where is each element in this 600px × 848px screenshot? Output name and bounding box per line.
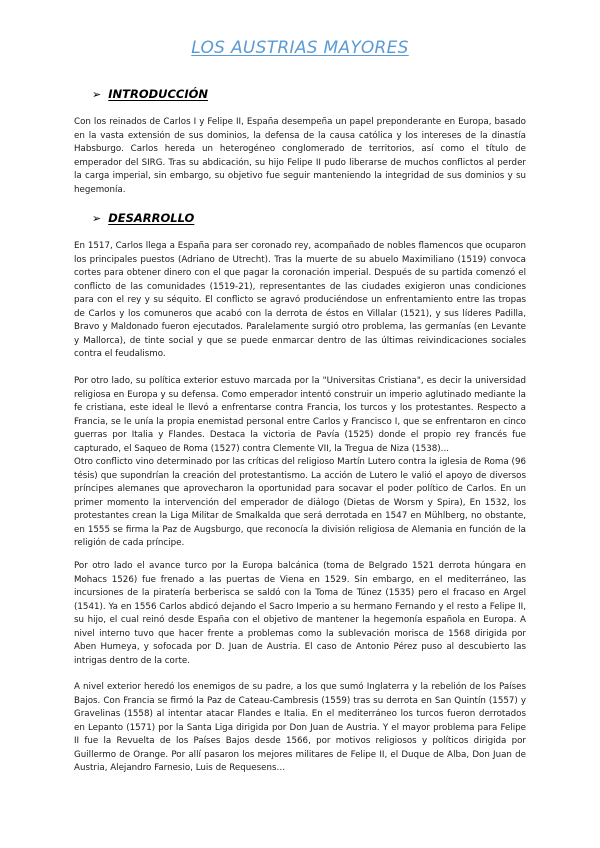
section-heading-label: INTRODUCCIÓN: [108, 87, 209, 101]
paragraph-desarrollo-1: En 1517, Carlos llega a España para ser coronado rey, acompañado de nobles flamencos que ocuparon los principales puestos (Adriano de Utrecht). Tras la muerte de su abuelo Maximiliano (1519) convoca cortes para obtener dinero con el que pagar la coronación imperial. Después de su partida comenzó el conflicto de las comunidades (1519-21), representantes de las ciudades exigieron unas condiciones para con el rey y su séquito. El conflicto se agravó produciéndose un enfrentamiento entre las tropas de Carlos y los comuneros que acabó con la derrota de éstos en Villalar (1521), y sus líderes Padilla, Bravo y Maldonado fueron ejecutados. Paralelamente surgió otro problema, las germanías (en Levante y Mallorca), de tinte social y que se puede enmarcar dentro de las últimas reivindicaciones sociales contra el feudalismo.: [74, 241, 526, 359]
section-heading-desarrollo: [92, 210, 194, 226]
section-heading-introduccion: [92, 86, 208, 102]
document-title: LOS AUSTRIAS MAYORES: [191, 38, 409, 58]
paragraph-desarrollo-5: A nivel exterior heredó los enemigos de su padre, a los que sumó Inglaterra y la rebelión de los Países Bajos. Con Francia se firmó la Paz de Cateau-Cambresis (1559) tras su derrota en San Quintín (1557) y Gravelinas (1558) al intentar atacar Flandes e Italia. En el mediterráneo los turcos fueron derrotados en Lepanto (1571) por la Santa Liga dirigida por Don Juan de Austria. Y el mayor problema para Felipe II fue la Revuelta de los Países Bajos desde 1566, por motivos religiosos y políticos dirigida por Guillermo de Orange. Por allí pasaron los mejores militares de Felipe II, el Duque de Alba, Don Juan de Austria, Alejandro Farnesio, Luis de Requesens…: [74, 682, 526, 773]
paragraph-desarrollo-2: Por otro lado, su política exterior estuvo marcada por la "Universitas Cristiana", es decir la universidad religiosa en Europa y su defensa. Como emperador intentó construir un imperio aglutinado mediante la fe cristiana, este ideal le llevó a enfrentarse contra Francia, los turcos y los protestantes. Respecto a Francia, se le unía la propia enemistad personal entre Carlos y Francisco I, que se enfrentaron en cinco guerras por Italia y Flandes. Destaca la victoria de Pavía (1525) donde el propio rey francés fue capturado, el Saqueo de Roma (1527) contra Clemente VII, la Tregua de Niza (1538)...: [74, 376, 526, 454]
paragraph-desarrollo-3: Otro conflicto vino determinado por las críticas del religioso Martín Lutero contra la iglesia de Roma (96 tésis) que supondrían la creación del protestantismo. La acción de Lutero le valió el apoyo de diversos príncipes alemanes que aprovecharon la oportunidad para socavar el poder político de Carlos. En un primer momento la intervención del emperador de diálogo (Dietas de Worsm y Spira), En 1532, los protestantes crean la Liga Militar de Smalkalda que será derrotada en 1547 en Mühlberg, no obstante, en 1555 se firma la Paz de Augsburgo, que reconocía la división religiosa de Alemania en función de la religión de cada príncipe.: [74, 457, 526, 548]
section-heading-label: DESARROLLO: [108, 211, 195, 225]
arrow-bullet-icon: ➢: [92, 87, 102, 101]
paragraph-desarrollo-4: Por otro lado el avance turco por la Europa balcánica (toma de Belgrado 1521 derrota húngara en Mohacs 1526) fue frenado a las puertas de Viena en 1529. Sin embargo, en el mediterráneo, las incursiones de la piratería berberisca se saldó con la Toma de Túnez (1535) pero el fracaso en Argel (1541). Ya en 1556 Carlos abdicó dejando el Sacro Imperio a su hermano Fernando y el resto a Felipe II, su hijo, el cual reinó desde España con el objetivo de mantener la hegemonía española en Europa. A nivel interno tuvo que hacer frente a problemas como la sublevación morisca de 1568 dirigida por Aben Humeya, y sofocada por D. Juan de Austria. El caso de Antonio Pérez puso al descubierto las intrigas dentro de la corte.: [74, 561, 526, 666]
paragraph-introduccion: Con los reinados de Carlos I y Felipe II, España desempeña un papel preponderante en Europa, basado en la vasta extensión de sus dominios, la defensa de la causa católica y los intereses de la dinastía Habsburgo. Carlos hereda un heterogéneo conglomerado de territorios, así como el título de emperador del SIRG. Tras su abdicación, su hijo Felipe II pudo liberarse de muchos conflictos al perder la carga imperial, sin embargo, su objetivo fue seguir manteniendo la integridad de sus dominios y su hegemonía.: [74, 117, 526, 195]
arrow-bullet-icon: ➢: [92, 211, 102, 225]
